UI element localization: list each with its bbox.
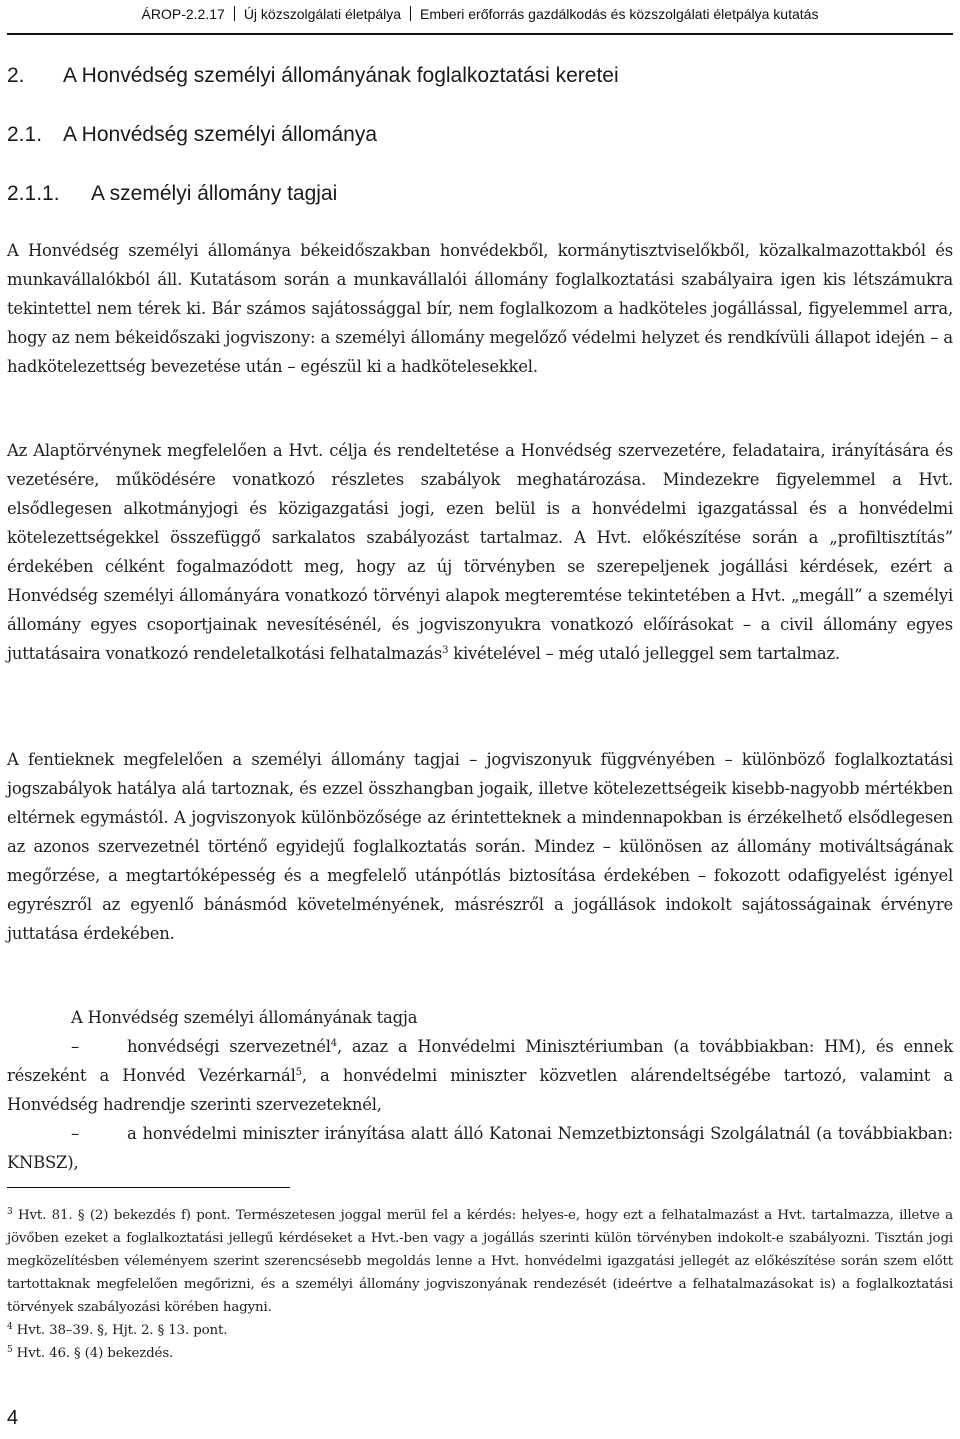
list-item-text: , a honvédelmi miniszter közvetlen alárendeltségébe tartozó, valamint a Honvédség hadrendje szerinti szervezeteknél,: [7, 1066, 953, 1114]
footnote-5: [7, 1342, 953, 1365]
project-subtitle: Emberi erőforrás gazdálkodás és közszolgálati életpálya kutatás: [420, 6, 819, 22]
paragraph-4-intro: A Honvédség személyi állományának tagja: [71, 1008, 418, 1027]
header-rule: [7, 33, 953, 35]
list-item-text: , azaz a Honvédelmi Minisztériumban (a továbbiakban: HM), és ennek részeként a Honvéd Vezérkarnál: [7, 1037, 953, 1085]
project-code: ÁROP-2.2.17: [141, 6, 225, 22]
dash-bullet: –: [71, 1037, 79, 1056]
header-separator: [410, 6, 411, 21]
footnote-ref-4[interactable]: 4: [330, 1038, 337, 1049]
footnote-number: 5: [7, 1345, 13, 1355]
footnote-text: Hvt. 46. § (4) bekezdés.: [12, 1346, 174, 1361]
list-item: [7, 1119, 953, 1177]
subsubsection-title: A személyi állomány tagjai: [91, 182, 338, 205]
paragraph-2: [7, 436, 953, 668]
paragraph-2-text: Az Alaptörvénynek megfelelően a Hvt. célja és rendeltetése a Honvédség szervezetére, feladataira, irányítására és vezetésére, működésére vonatkozó részletes szabályok meghatározása. Mindezekre figyelemmel a Hvt. elsődlegesen alkotmányjogi és közigazgatási jogi, ezen belül is a honvédelmi igazgatással és a honvédelmi kötelezettségekkel összefüggő sarkalatos szabályozást tartalmaz. A Hvt. előkészítése során a „profiltisztítás” érdekében célként fogalmazódott meg, hogy az új törvényben se szerepeljenek jogállási kérdések, ezért a Honvédség személyi állományára vonatkozó törvényi alapok megteremtése tekintetében a Hvt. „megáll” a személyi állomány egyes csoportjainak nevesítésénél, és jogviszonyukra vonatkozó előírásokat – a civil állomány egyes juttatásaira vonatkozó rendeletalkotási felhatalmazás: [7, 441, 953, 663]
footnote-4: [7, 1319, 953, 1342]
page-number: 4: [7, 1407, 19, 1429]
subsection-title: A Honvédség személyi állománya: [63, 123, 377, 146]
footnote-ref-5[interactable]: 5: [295, 1067, 302, 1078]
section-number: 2.: [7, 64, 25, 87]
subsection-heading: [7, 123, 377, 147]
paragraph-4: [7, 1003, 953, 1177]
footnote-number: 3: [7, 1207, 13, 1217]
running-header: [0, 6, 960, 22]
subsubsection-number: 2.1.1.: [7, 182, 60, 205]
subsubsection-heading: [7, 182, 337, 206]
list-item-text: a honvédelmi miniszter irányítása alatt álló Katonai Nemzetbiztonsági Szolgálatnál (a továbbiakban: KNBSZ),: [7, 1124, 953, 1172]
footnote-number: 4: [7, 1322, 13, 1332]
footnote-text: Hvt. 81. § (2) bekezdés f) pont. Természetesen joggal merül fel a kérdés: helyes-e, hogy ezt a felhatalmazást a Hvt. tartalmazza, illetve a jövőben ezeket a foglalkoztatási jellegű kérdéseket a Hvt.-ben vagy a jogállás szerinti külön törvényben indokolt-e szabályozni. Tisztán jogi megközelítésben véleményem szerint szerencsésebb megoldás lenne a Hvt. honvédelmi igazgatási jellegét az előkészítése során szem előtt tartottaknak megfelelően megőrizni, és a személyi állomány jogviszonyának rendezését (ideértve a felhatalmazásokat is) a foglalkoztatási törvények szabályozási körében hagyni.: [7, 1208, 953, 1315]
subsection-number: 2.1.: [7, 123, 43, 146]
paragraph-3: A fentieknek megfelelően a személyi állomány tagjai – jogviszonyuk függvényében – különböző foglalkoztatási jogszabályok hatálya alá tartoznak, és ezzel összhangban jogaik, illetve kötelezettségeik kisebb-nagyobb mértékben eltérnek egymástól. A jogviszonyok különbözősége az érintetteknek a mindennapokban is érzékelhető elsődlegesen az azonos szervezetnél történő egyidejű foglalkoztatás során. Mindez – különösen az állomány motiváltságának megőrzése, a megtartóképesség és a megfelelő utánpótlás biztosítása érdekében – fokozott odafigyelést igényel egyrészről az egyenlő bánásmód követelményének, másrészről a jogállások indokolt sajátosságainak érvényre juttatása érdekében.: [7, 750, 953, 943]
paragraph-1: A Honvédség személyi állománya békeidőszakban honvédekből, kormánytisztviselőkből, közalkalmazottakból és munkavállalókból áll. Kutatásom során a munkavállalói állomány foglalkoztatási szabályaira igen kis létszámukra tekintettel nem térek ki. Bár számos sajátossággal bír, nem foglalkozom a hadköteles jogállással, figyelemmel arra, hogy az nem békeidőszaki jogviszony: a személyi állomány megelőző védelmi helyzet és rendkívüli állapot idején – a hadkötelezettség bevezetése után – egészül ki a hadkötelesekkel.: [7, 241, 953, 376]
list-item: [7, 1032, 953, 1119]
dash-bullet: –: [71, 1124, 79, 1143]
footnote-rule: [7, 1187, 290, 1188]
footnote-text: Hvt. 38–39. §, Hjt. 2. § 13. pont.: [12, 1323, 228, 1338]
paragraph-2-end: kivételével – még utaló jelleggel sem tartalmaz.: [448, 644, 840, 663]
footnote-ref-3[interactable]: 3: [442, 645, 449, 656]
section-title: A Honvédség személyi állományának foglalkoztatási keretei: [63, 64, 619, 87]
header-separator: [234, 6, 235, 21]
footnote-3: [7, 1204, 953, 1319]
project-title: Új közszolgálati életpálya: [243, 6, 402, 22]
section-heading: [7, 64, 619, 88]
footnotes: [7, 1204, 953, 1365]
list-item-text: honvédségi szervezetnél: [127, 1037, 331, 1056]
